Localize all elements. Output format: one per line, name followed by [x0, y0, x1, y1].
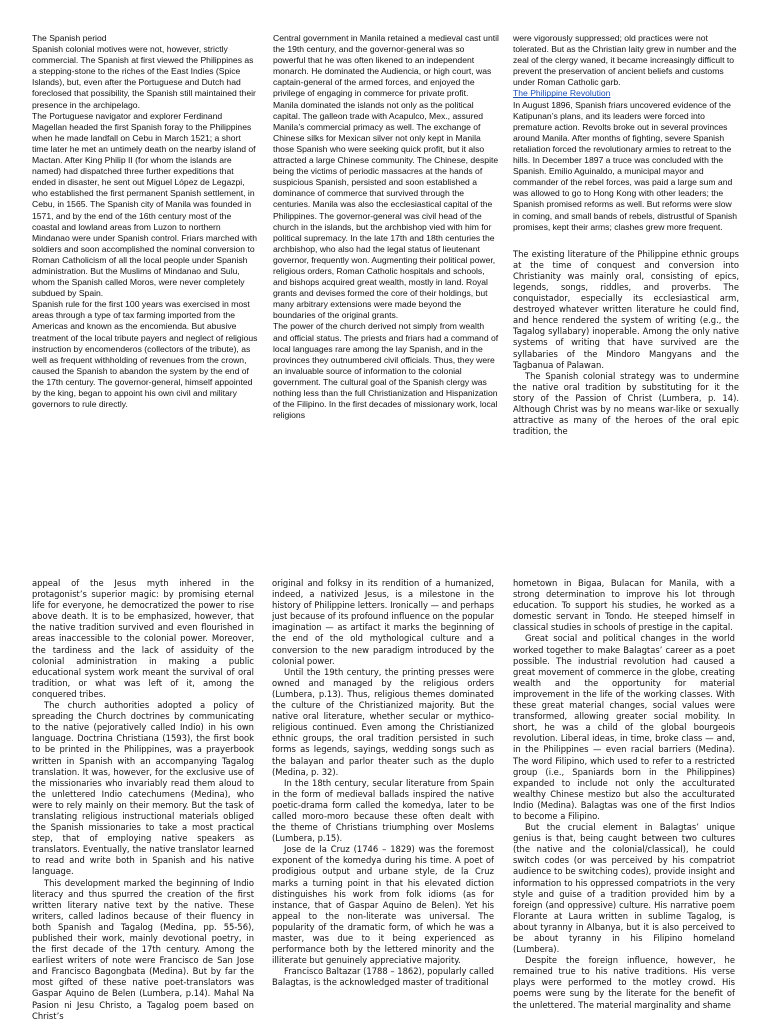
spacer [513, 233, 739, 249]
paragraph: Spanish rule for the first 100 years was exercised in most areas through a type of tax farming imported from the Americas and known as the encomienda. But abusive treatment of the local tribute payers and neglect of religious instruction by encomenderos (collectors of the tribute), as well as frequent withholding of revenues from the crown, caused the Spanish to abandon the system by the end of the 17th century. The governor-general, himself appointed by the king, began to appoint his own civil and military governors to rule directly. [32, 299, 258, 410]
paragraph: hometown in Bigaa, Bulacan for Manila, with a strong determination to improve his lot through education. To support his studies, he worked as a domestic servant in Tondo. He steeped himself in classical studies in schools of prestige in the capital. [513, 578, 735, 633]
paragraph: The power of the church derived not simply from wealth and official status. The priests and friars had a command of local languages rare among the lay Spanish, and in the provinces they outnumbered civil officials. Thus, they were an invaluable source of information to the colonial government. The cultural goal of the Spanish clergy was nothing less than the full Christianization and Hispanization of the Filipino. In the first decades of missionary work, local religions [273, 321, 499, 421]
paragraph: were vigorously suppressed; old practices were not tolerated. But as the Christian laity grew in number and the zeal of the clergy waned, it became increasingly difficult to prevent the preservation of ancient beliefs and customs under Roman Catholic garb. [513, 33, 737, 88]
paragraph: Despite the foreign influence, however, he remained true to his native traditions. His verse plays were performed to the motley crowd. His poems were sung by the literate for the benefit of the unlettered. The material marginality and shame [513, 955, 735, 1010]
paragraph: The Spanish colonial strategy was to undermine the native oral tradition by substituting for it the story of the Passion of Christ (Lumbera, p. 14). Although Christ was by no means war-like or sexually attractive as many of the heroes of the oral epic tradition, the [513, 370, 739, 437]
paragraph: The church authorities adopted a policy of spreading the Church doctrines by communicating to the native (pejoratively called Indio) in his own language. Doctrina Christiana (1593), the first book to be printed in the Philippines, was a prayerbook written in Spanish with an accompanying Tagalog translation. It was, however, for the exclusive use of the missionaries who invariably read them aloud to the unlettered Indio catechumens (Medina), who were to rely mainly on their memory. But the task of translating religious instructional materials obliged the Spanish missionaries to take a most practical step, that of employing native speakers as translators. Eventually, the native translator learned to read and write both in Spanish and his native language. [32, 700, 254, 877]
paragraph: Until the 19th century, the printing presses were owned and managed by the religious orders (Lumbera, p.13). Thus, religious themes dominated the culture of the Christianized majority. But the native oral literature, whether secular or mythico-religious continued. Even among the Christianized ethnic groups, the oral tradition persisted in such forms as legends, sayings, wedding songs such as the balayan and parlor theater such as the duplo (Medina, p. 32). [272, 666, 494, 777]
paragraph: Spanish colonial motives were not, however, strictly commercial. The Spanish at first viewed the Philippines as a stepping-stone to the riches of the East Indies (Spice Islands), but, even after the Portuguese and Dutch had foreclosed that possibility, the Spanish still maintained their presence in the archipelago. [32, 44, 256, 110]
column-right [513, 33, 739, 437]
paragraph: appeal of the Jesus myth inhered in the protagonist’s superior magic: by promising eternal life for everyone, he democratized the power to rise above death. It is to be emphasized, however, that the native tradition survived and even flourished in areas inaccessible to the colonial power. Moreover, the tardiness and the lack of assiduity of the colonial administration in making a public educational system work meant the survival of oral tradition, or what was left of it, among the conquered tribes. [32, 578, 254, 699]
paragraph: original and folksy in its rendition of a humanized, indeed, a nativized Jesus, is a milestone in the history of Philippine letters. Ironically — and perhaps just because of its profound influence on the popular imagination — as artifact it marks the beginning of the end of the old mythological culture and a conversion to the new paradigm introduced by the colonial power. [272, 578, 494, 666]
lower-column-right [513, 578, 735, 1024]
paragraph: The existing literature of the Philippine ethnic groups at the time of conquest and conversion into Christianity was mainly oral, consisting of epics, legends, songs, riddles, and proverbs. The conquistador, especially its ecclesiastical arm, destroyed whatever written literature he could find, and hence rendered the system of writing (e.g., the Tagalog syllabary) inoperable. Among the only native systems of writing that have survived are the syllabaries of the Mindoro Mangyans and the Tagbanua of Palawan. [513, 248, 739, 370]
paragraph: Manila dominated the islands not only as the political capital. The galleon trade with Acapulco, Mex., assured Manila’s commercial primacy as well. The exchange of Chinese silks for Mexican silver not only kept in Manila those Spanish who were seeking quick profit, but it also attracted a large Chinese community. The Chinese, despite being the victims of periodic massacres at the hands of suspicious Spanish, persisted and soon established a dominance of commerce that survived through the centuries. Manila was also the ecclesiastical capital of the Philippines. The governor-general was civil head of the church in the islands, but the archbishop vied with him for political supremacy. In the late 17th and 18th centuries the archbishop, who also had the legal status of lieutenant governor, frequently won. Augmenting their political power, religious orders, Roman Catholic hospitals and schools, and bishops acquired great wealth, mostly in land. Royal grants and devises formed the core of their holdings, but many arbitrary extensions were made beyond the boundaries of the original grants. [273, 99, 499, 321]
section-heading-spanish-period: The Spanish period [32, 33, 107, 43]
section-heading-philippine-revolution[interactable]: The Philippine Revolution [513, 88, 611, 99]
column-left [32, 33, 258, 410]
paragraph: In August 1896, Spanish friars uncovered evidence of the Katipunan’s plans, and its leaders were forced into premature action. Revolts broke out in several provinces around Manila. After months of fighting, severe Spanish retaliation forced the revolutionary armies to retreat to the hills. In December 1897 a truce was concluded with the Spanish. Emilio Aguinaldo, a municipal mayor and commander of the rebel forces, was paid a large sum and was allowed to go to Hong Kong with other leaders; the Spanish promised reforms as well. But reforms were slow in coming, and small bands of rebels, distrustful of Spanish promises, kept their arms; clashes grew more frequent. [513, 99, 738, 232]
paragraph: In the 18th century, secular literature from Spain in the form of medieval ballads inspired the native poetic-drama form called the komedya, later to be called moro-moro because these often dealt with the theme of Christians triumphing over Moslems (Lumbera, p.15). [272, 777, 494, 844]
column-middle [273, 33, 499, 421]
paragraph: Great social and political changes in the world worked together to make Balagtas’ career as a poet possible. The industrial revolution had caused a great movement of commerce in the globe, creating wealth and the opportunity for material improvement in the life of the working classes. With these great material changes, social values were transformed, allowing greater social mobility. In short, he was a child of the global bourgeois revolution. Liberal ideas, in time, broke class — and, in the Philippines — even racial barriers (Medina). The word Filipino, which used to refer to a restricted group (i.e., Spaniards born in the Philippines) expanded to include not only the acculturated wealthy Chinese mestizo but also the acculturated Indio (Medina). Balagtas was one of the first Indios to become a Filipino. [513, 633, 735, 821]
paragraph: Central government in Manila retained a medieval cast until the 19th century, and the governor-general was so powerful that he was often likened to an independent monarch. He dominated the Audiencia, or high court, was captain-general of the armed forces, and enjoyed the privilege of engaging in commerce for private profit. [273, 33, 499, 99]
lower-column-left [32, 578, 254, 1024]
paragraph: But the crucial element in Balagtas’ unique genius is that, being caught between two cultures (the native and the colonial/classical), he could switch codes (or was perceived by his compatriot audience to be switching codes), provide insight and information to his oppressed compatriots in the very style and guise of a tradition provided him by a foreign (and oppressive) culture. His narrative poem Florante at Laura written in sublime Tagalog, is about tyranny in Albanya, but it is also perceived to be about tyranny in his Filipino homeland (Lumbera). [513, 822, 735, 955]
paragraph: The Portuguese navigator and explorer Ferdinand Magellan headed the first Spanish foray to the Philippines when he made landfall on Cebu in March 1521; a short time later he met an untimely death on the nearby island of Mactan. After King Philip II (for whom the islands are named) had dispatched three further expeditions that ended in disaster, he sent out Miguel López de Legazpi, who established the first permanent Spanish settlement, in Cebu, in 1565. The Spanish city of Manila was founded in 1571, and by the end of the 16th century most of the coastal and lowland areas from Luzon to northern Mindanao were under Spanish control. Friars marched with soldiers and soon accomplished the nominal conversion to Roman Catholicism of all the local people under Spanish administration. But the Muslims of Mindanao and Sulu, whom the Spanish called Moros, were never completely subdued by Spain. [32, 110, 257, 299]
paragraph: Francisco Baltazar (1788 – 1862), popularly called Balagtas, is the acknowledged master of traditional [272, 966, 494, 988]
paragraph: Jose de la Cruz (1746 – 1829) was the foremost exponent of the komedya during his time. A poet of prodigious output and urbane style, de la Cruz marks a turning point in that his elevated diction distinguishes his work from folk idioms (as for instance, that of Gaspar Aquino de Belen). Yet his appeal to the non-literate was universal. The popularity of the dramatic form, of which he was a master, was due to it being experienced as performance both by the lettered minority and the illiterate but genuinely appreciative majority. [272, 844, 494, 966]
lower-column-middle [272, 578, 494, 1024]
paragraph: This development marked the beginning of Indio literacy and thus spurred the creation of the first written literary native text by the native. These writers, called ladinos because of their fluency in both Spanish and Tagalog (Medina, pp. 55-56), published their work, mainly devotional poetry, in the first decade of the 17th century. Among the earliest writers of note were Francisco de San Jose and Francisco Bagongbata (Medina). But by far the most gifted of these native poet-translators was Gaspar Aquino de Belen (Lumbera, p.14). Mahal Na Pasion ni Jesu Christo, a Tagalog poem based on Christ’s [32, 877, 254, 1021]
